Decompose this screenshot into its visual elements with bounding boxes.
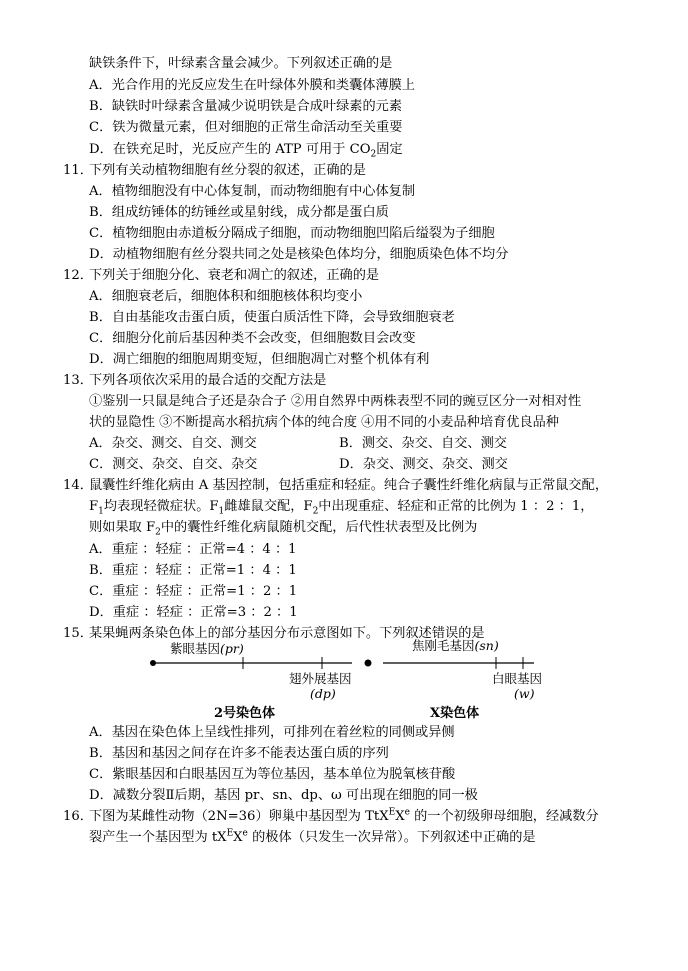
q14-text-c: 雌雄鼠交配，F [224, 499, 313, 514]
q12-option-c[interactable]: C．细胞分化前后基因种类不会改变，但细胞数目会改变 [89, 331, 416, 346]
q16-text-d: 裂产生一个基因型为 tX [89, 830, 227, 845]
q14-text-e: 则如果取 F [89, 520, 156, 535]
q13-stem-line2: ①鉴别一只鼠是纯合子还是杂合子 ②用自然界中两株表型不同的豌豆区分一对相对性 [89, 394, 582, 409]
q16-text-b: X [395, 809, 405, 824]
q13-stem [63, 373, 326, 389]
q16-text-a: 下图为某雌性动物（2N=36）卵巢中基因型为 TtX [89, 809, 389, 824]
q10-option-d[interactable] [89, 142, 403, 158]
q16-sup-a: E [388, 807, 396, 818]
q14-f-text: F [89, 499, 99, 514]
q15-stem-text: 某果蝇两条染色体上的部分基因分布示意图如下。下列叙述错误的是 [89, 626, 485, 641]
q16-number: 16． [63, 809, 93, 824]
q14-option-d[interactable]: D．重症 ：轻症 ：正常=3 ：2 ：1 [89, 605, 298, 620]
q12-option-d[interactable]: D．凋亡细胞的细胞周期变短，但细胞凋亡对整个机体有利 [89, 352, 430, 367]
q16-stem [63, 809, 599, 825]
q14-text-f: 中的囊性纤维化病鼠随机交配，后代性状表型及比例为 [160, 520, 478, 535]
label-wing-symbol: (dp) [310, 686, 336, 701]
q16-sup-c: E [226, 828, 234, 839]
q12-option-a[interactable]: A．细胞衰老后，细胞体积和细胞核体积均变小 [89, 289, 363, 304]
q16-text-e: X [233, 830, 243, 845]
q13-option-a[interactable]: A．杂交、测交、自交、测交 [89, 436, 257, 451]
q16-sup-d: e [242, 828, 248, 839]
q13-option-d[interactable]: D．杂交、测交、杂交、测交 [339, 457, 508, 472]
q11-option-a[interactable]: A．植物细胞没有中心体复制，而动物细胞有中心体复制 [89, 184, 416, 199]
q11-stem-text: 下列有关动植物细胞有丝分裂的叙述，正确的是 [89, 163, 366, 178]
q10-stem-continuation: 缺铁条件下，叶绿素含量会减少。下列叙述正确的是 [89, 56, 393, 71]
chromosome-2-centromere [150, 660, 156, 666]
q10-option-d-sub: 2 [370, 149, 377, 160]
q12-number: 12． [63, 268, 93, 283]
q15-option-c[interactable]: C．紫眼基因和白眼基因互为等位基因，基本单位为脱氧核苷酸 [89, 767, 456, 782]
q14-stem-line3 [89, 520, 477, 536]
q14-stem [63, 478, 608, 494]
q11-option-b[interactable]: B．组成纺锤体的纺锤丝或星射线，成分都是蛋白质 [89, 205, 389, 220]
q14-option-b[interactable]: B．重症 ：轻症 ：正常=1 ：4 ：1 [89, 563, 297, 578]
label-bristle: 焦刚毛基因(sn) [412, 638, 499, 653]
q10-option-d-tail: 固定 [376, 142, 403, 157]
q12-stem-text: 下列关于细胞分化、衰老和凋亡的叙述，正确的是 [89, 268, 380, 283]
q14-stem-line2 [89, 499, 593, 515]
label-white-symbol: (w) [514, 686, 535, 701]
label-white-eye: 白眼基因 [492, 671, 543, 686]
q14-stem-text: 鼠囊性纤维化病由 A 基因控制，包括重症和轻症。纯合子囊性纤维化病鼠与正常鼠交配， [89, 478, 609, 493]
q11-number: 11． [63, 163, 93, 178]
q10-option-c[interactable]: C．铁为微量元素，但对细胞的正常生命活动至关重要 [89, 120, 403, 135]
q13-stem-line3: 状的显隐性 ③不断提高水稻抗病个体的纯合度 ④用不同的小麦品种培育优良品种 [89, 415, 559, 430]
q10-option-b[interactable]: B．缺铁时叶绿素含量减少说明铁是合成叶绿素的元素 [89, 99, 403, 114]
q11-option-c[interactable]: C．植物细胞由赤道板分隔成子细胞，而动物细胞凹陷后缢裂为子细胞 [89, 226, 495, 241]
q14-f-sub: 1 [98, 506, 104, 517]
q14-number: 14． [63, 478, 93, 493]
q12-option-b[interactable]: B．自由基能攻击蛋白质，使蛋白质活性下降，会导致细胞衰老 [89, 310, 455, 325]
q16-text-c: 的一个初级卵母细胞，经减数分 [409, 809, 599, 824]
q16-sup-b: e [404, 807, 410, 818]
q14-f-sub-b: 1 [218, 506, 225, 517]
q13-option-c[interactable]: C．测交、杂交、自交、杂交 [89, 457, 258, 472]
q13-option-b[interactable]: B．测交、杂交、自交、测交 [339, 436, 507, 451]
q14-text-d: 中出现重症、轻症和正常的比例为 1 ：2 ：1， [318, 499, 594, 514]
q16-text-f: 的极体（只发生一次异常）。下列叙述中正确的是 [247, 830, 536, 845]
q14-option-c[interactable]: C．重症 ：轻症 ：正常=1 ：2 ：1 [89, 584, 298, 599]
q16-stem-line2 [89, 830, 536, 846]
q15-option-d[interactable]: D．减数分裂Ⅱ后期，基因 pr、sn、dp、ω 可出现在细胞的同一极 [89, 788, 478, 803]
q10-option-d-text: D．在铁充足时，光反应产生的 ATP 可用于 CO [89, 142, 371, 157]
q15-option-b[interactable]: B．基因和基因之间存在许多不能表达蛋白质的序列 [89, 746, 389, 761]
q12-stem [63, 268, 379, 284]
q14-f-sub-c: 2 [312, 506, 319, 517]
label-chromosome-x: X染色体 [430, 706, 480, 721]
label-chromosome-2: 2号染色体 [214, 706, 276, 721]
q10-option-a[interactable]: A．光合作用的光反应发生在叶绿体外膜和类囊体薄膜上 [89, 78, 416, 93]
q14-text-b: 均表现轻微症状。F [103, 499, 219, 514]
chromosome-figure [150, 636, 550, 726]
q15-number: 15． [63, 626, 93, 641]
q15-option-a[interactable]: A．基因在染色体上呈线性排列，可排列在着丝粒的同侧或异侧 [89, 725, 455, 740]
q13-stem-text: 下列各项依次采用的最合适的交配方法是 [89, 373, 327, 388]
label-wing-gene: 翅外展基因 [289, 671, 352, 686]
q11-option-d[interactable]: D．动植物细胞有丝分裂共同之处是核染色体均分，细胞质染色体不均分 [89, 247, 509, 262]
q11-stem [63, 163, 366, 179]
label-purple-eye: 紫眼基因(pr) [170, 641, 244, 656]
q14-f-sub-e: 2 [155, 527, 161, 538]
q13-number: 13． [63, 373, 93, 388]
chromosome-x-centromere [365, 660, 372, 667]
q14-option-a[interactable]: A．重症 ：轻症 ：正常=4 ：4 ：1 [89, 542, 297, 557]
